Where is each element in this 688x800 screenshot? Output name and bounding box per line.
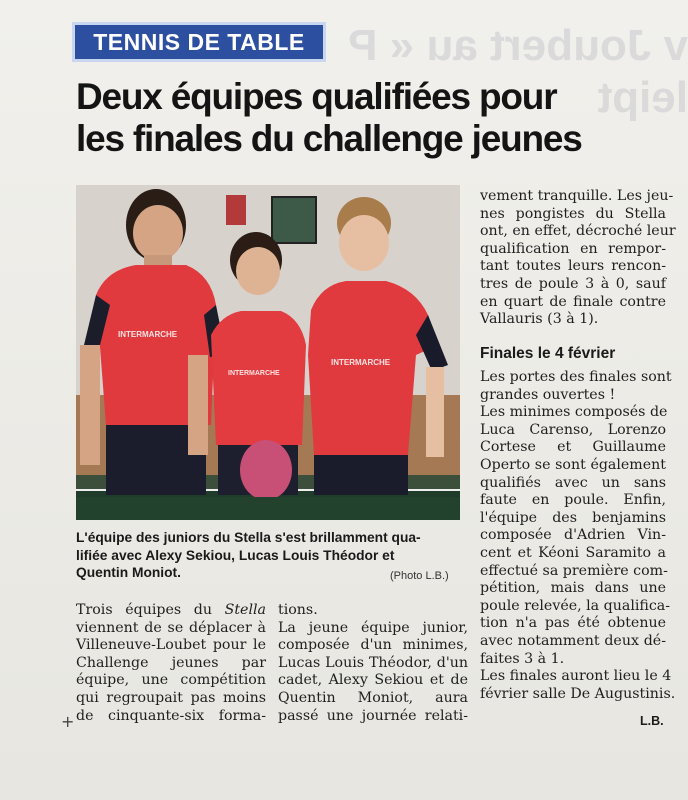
- column3b-line: grandes ouvertes !: [480, 386, 616, 403]
- column3-line: nes pongistes du Stella: [480, 205, 666, 222]
- article-column-2: [278, 602, 468, 725]
- team-photo-illustration: [76, 185, 460, 520]
- column3b-line: poule relevée, la qualifica-: [480, 597, 671, 614]
- author-signature: L.B.: [640, 714, 664, 728]
- column3b-line: Les portes des finales sont: [480, 369, 672, 385]
- team-name-italic: Stella: [224, 602, 266, 618]
- column3b-line: Operto se sont également: [480, 456, 666, 473]
- column2-line: cadet, Alexy Sekiou et de: [278, 672, 468, 689]
- column2-line: composée d'un minimes,: [278, 637, 468, 654]
- column3b-line: Cortese et Guillaume: [480, 439, 666, 456]
- column3b-line: Les minimes composés de: [480, 404, 668, 421]
- column2-line: La jeune équipe junior,: [278, 619, 468, 636]
- column3b-line: cent et Kéoni Saramito a: [480, 544, 666, 561]
- caption-line-2: lifiée avec Alexy Sekiou, Lucas Louis Théodor et: [76, 547, 395, 563]
- column1-line: Trois équipes du Stella: [76, 602, 266, 618]
- section-rubric: TENNIS DE TABLE: [72, 22, 326, 62]
- column3b-line: composée d'Adrien Vin-: [480, 527, 666, 544]
- shirt-text-left: INTERMARCHE: [118, 330, 178, 339]
- article-headline: [76, 76, 676, 160]
- column3b-line: Les finales auront lieu le 4: [480, 668, 672, 685]
- column3b-line: février salle De Augustinis.: [480, 685, 676, 702]
- headline-line-1: Deux équipes qualifiées pour: [76, 76, 557, 117]
- crop-mark: +: [61, 712, 75, 731]
- column1-line: Challenge jeunes par: [76, 654, 266, 671]
- column3-line: tant toutes leurs rencon-: [480, 258, 666, 275]
- column3b-line: faute en poule. Enfin,: [480, 492, 666, 509]
- column3b-line: pétition, mais dans une: [480, 580, 666, 597]
- section-subhead: Finales le 4 février: [480, 345, 616, 362]
- column3-line: ont, en effet, décroché leur: [480, 223, 676, 240]
- column3b-line: tion n'a pas été obtenue: [480, 615, 666, 632]
- column2-line: Quentin Moniot, aura: [278, 689, 468, 706]
- column2-line: tions.: [278, 602, 318, 618]
- column1-line: de cinquante-six forma-: [76, 707, 266, 724]
- column3b-line: faites 3 à 1.: [480, 650, 565, 667]
- column3-line: tres de poule 3 à 0, sauf: [480, 275, 666, 292]
- headline-line-2: les finales du challenge jeunes: [76, 118, 582, 159]
- bleed-through-text: v Joubert au « P leipt: [348, 21, 688, 122]
- column2-line: passé une journée relati-: [278, 707, 468, 724]
- article-column-1: [76, 602, 266, 725]
- column3b-line: effectué sa première com-: [480, 562, 668, 579]
- column3-line: qualification en rempor-: [480, 240, 666, 257]
- column1-line: viennent de se déplacer à: [76, 619, 266, 636]
- column3-line: vement tranquille. Les jeu-: [480, 188, 674, 204]
- shirt-text-right: INTERMARCHE: [331, 358, 391, 367]
- column2-line: Lucas Louis Théodor, d'un: [278, 654, 468, 671]
- photo-credit: (Photo L.B.): [390, 570, 449, 582]
- column3b-line: Luca Carenso, Lorenzo: [480, 421, 666, 438]
- article-column-3-top: [480, 188, 676, 329]
- column3b-line: qualifiés avec un sans: [480, 474, 666, 491]
- caption-line-3: Quentin Moniot.: [76, 565, 181, 580]
- shirt-text-middle: INTERMARCHE: [228, 370, 280, 377]
- column1-line: Villeneuve-Loubet pour le: [76, 637, 266, 654]
- article-column-3-bottom: [480, 369, 676, 703]
- column1-line: qui regroupait pas moins: [76, 689, 266, 706]
- column1-line: équipe, une compétition: [76, 672, 266, 689]
- column3-line: Vallauris (3 à 1).: [480, 311, 599, 328]
- column3-line: en quart de finale contre: [480, 293, 666, 310]
- caption-line-1: L'équipe des juniors du Stella s'est brillamment qua-: [76, 530, 421, 545]
- column3b-line: l'équipe des benjamins: [480, 509, 666, 526]
- team-photo: [76, 185, 460, 520]
- column3b-line: avec notamment deux dé-: [480, 632, 666, 649]
